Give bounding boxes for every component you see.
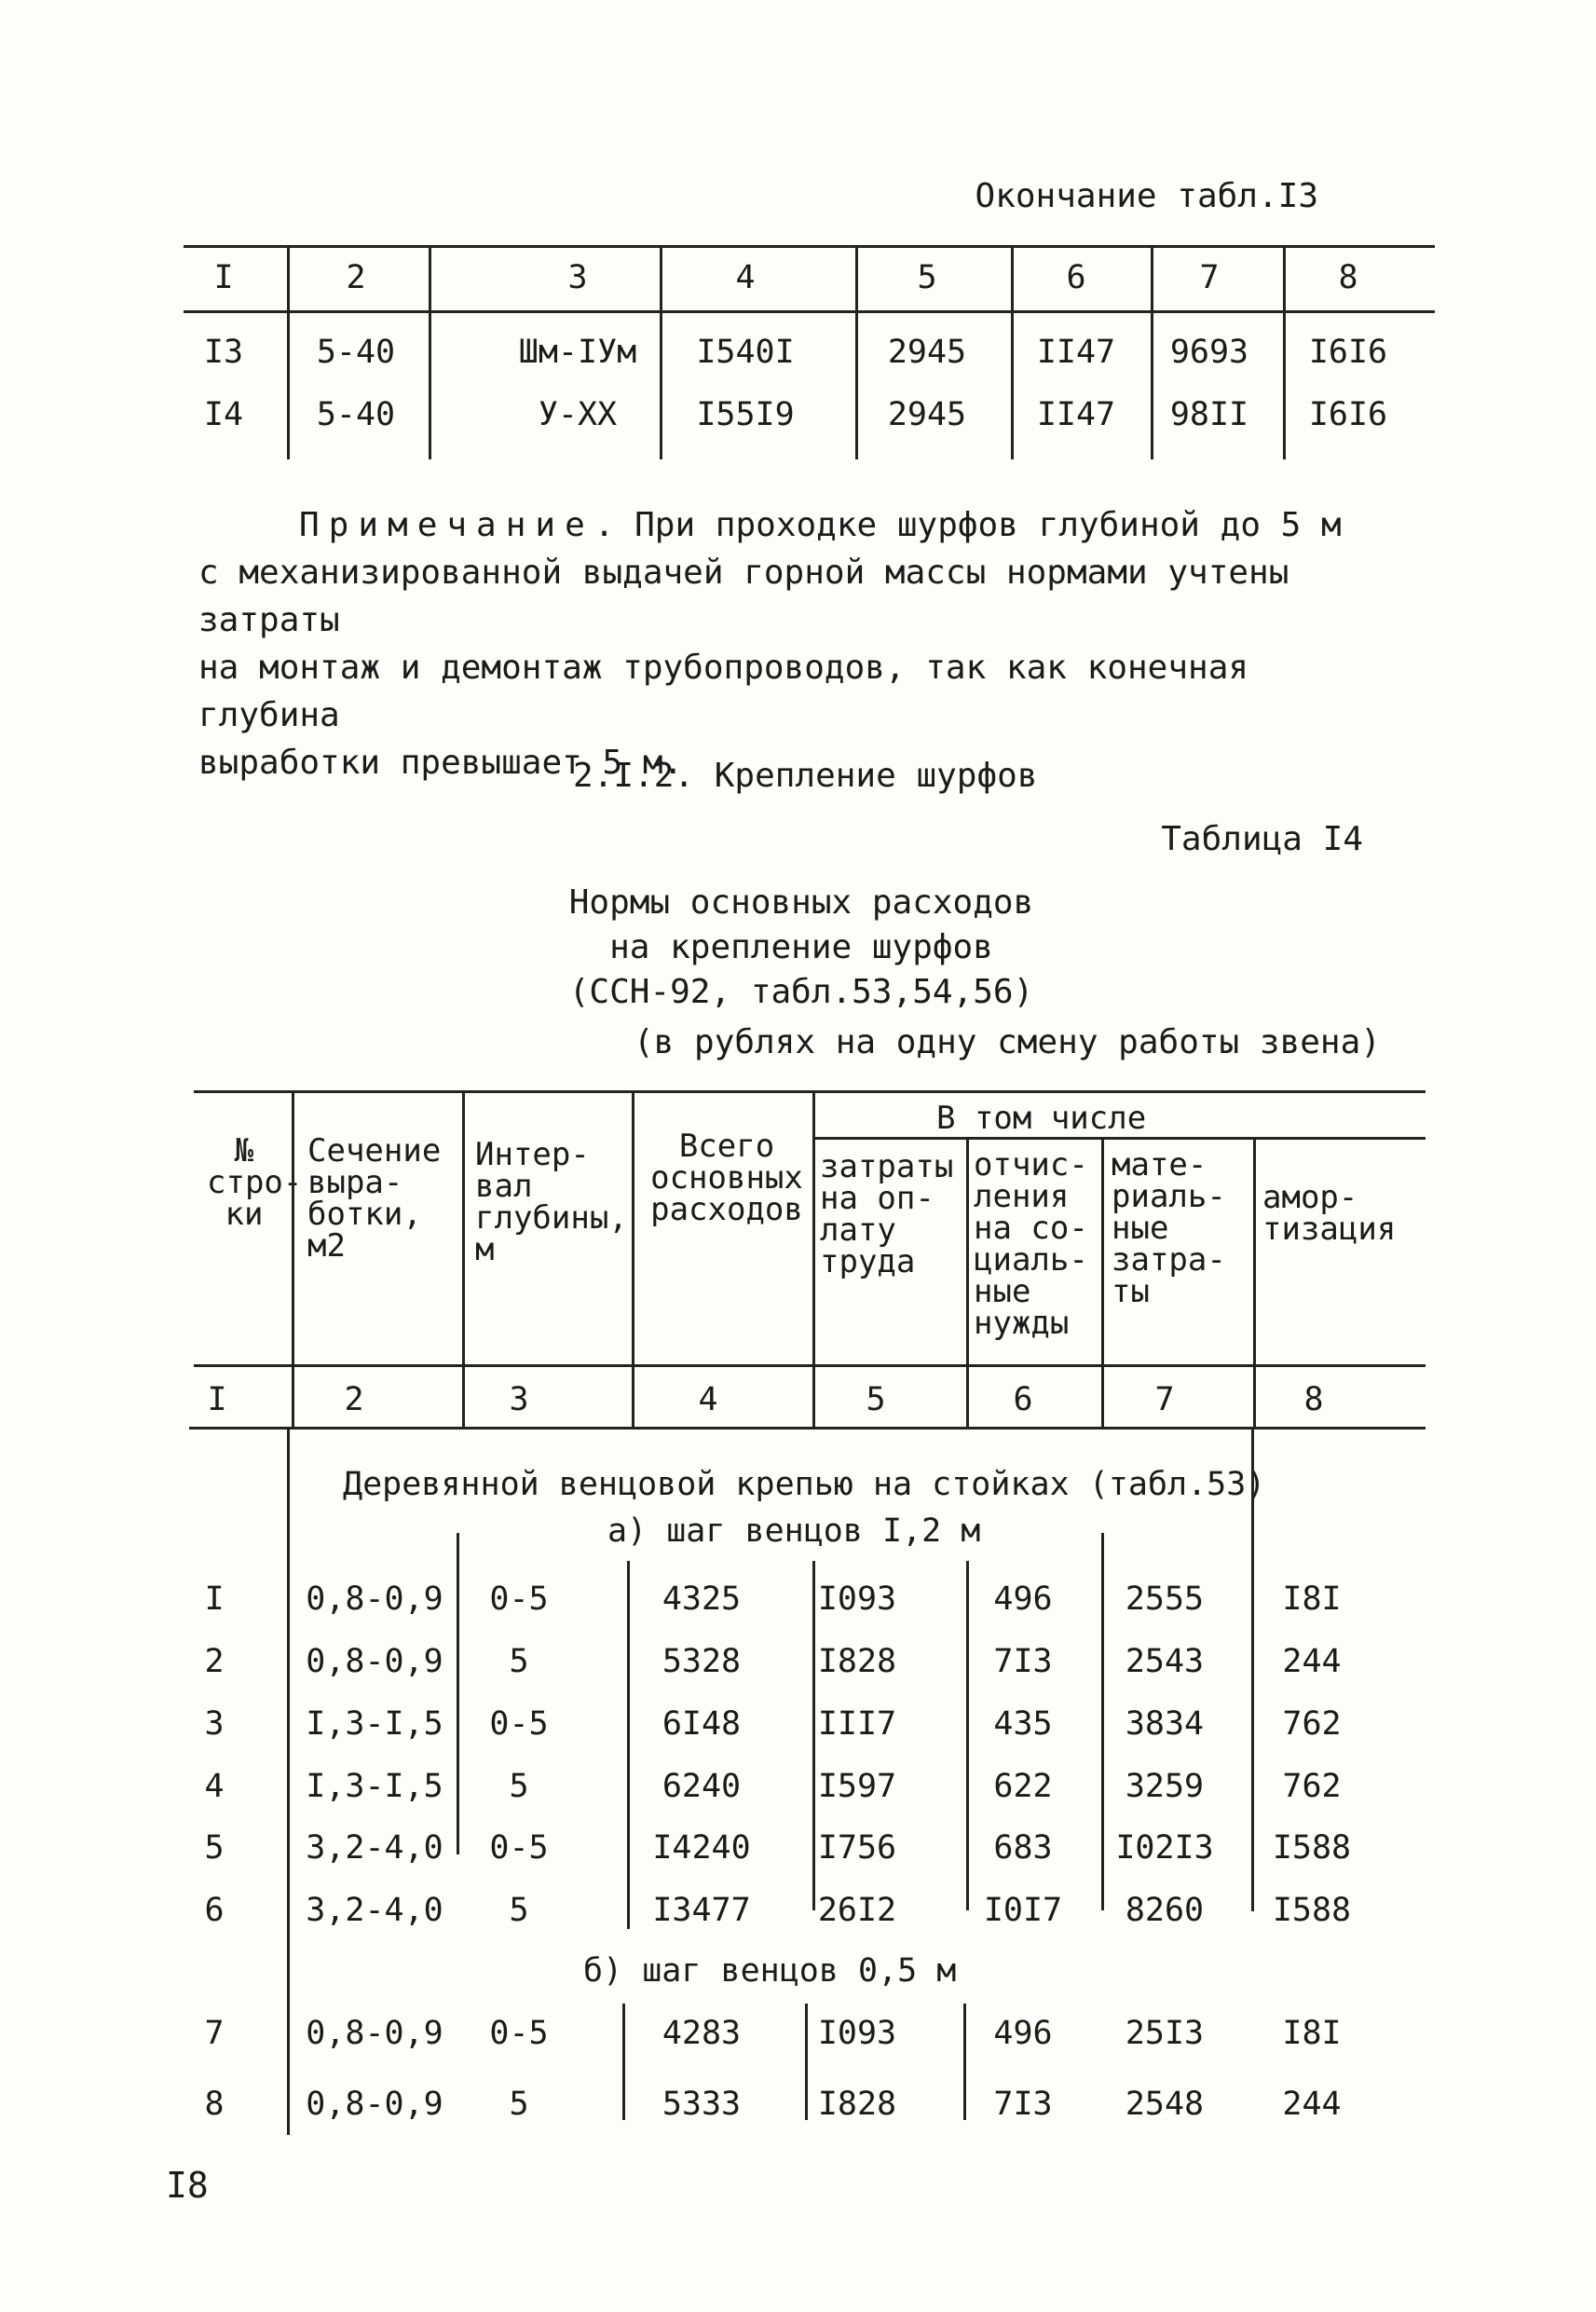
table-cell: I540I (696, 334, 795, 371)
table-cell: 2 (204, 1643, 225, 1680)
table-cell: 6 (204, 1892, 225, 1929)
table-cell: I8I (1282, 2015, 1342, 2052)
table-cell: 244 (1282, 2086, 1342, 2123)
table-cell: I55I9 (696, 396, 795, 433)
table-cell: 5 (509, 1892, 529, 1929)
table-cell: I756 (817, 1829, 897, 1867)
table-rule (194, 1090, 1425, 1093)
table14-section-heading: Деревянной венцовой крепью на стойках (табл.53) (343, 1466, 1266, 1503)
table-cell: I,3-I,5 (306, 1768, 443, 1805)
column-number: 7 (1154, 1381, 1175, 1418)
header-labor-cost: затраты на оп- лату труда (820, 1148, 954, 1280)
header-amortization: амор- тизация (1262, 1179, 1397, 1248)
table-rule (194, 1364, 1425, 1367)
table-cell: 5 (509, 2086, 529, 2123)
table-cell: 6240 (662, 1768, 742, 1805)
table-cell: 2543 (1125, 1643, 1205, 1680)
table-cell: I3477 (652, 1892, 751, 1929)
header-depth-interval: Интер- вал глубины, м (475, 1136, 628, 1268)
table-rule (812, 1137, 1425, 1140)
table-header-cell: 6 (1066, 259, 1086, 296)
table-cell: 5 (509, 1768, 529, 1805)
column-number: 4 (698, 1381, 718, 1418)
column-divider (632, 1090, 634, 1427)
table-cell: I828 (817, 2086, 897, 2123)
table14-units: (в рублях на одну смену работы звена) (634, 1023, 1381, 1061)
table-cell: 8260 (1125, 1892, 1205, 1929)
table-cell: 8 (204, 2086, 225, 2123)
table-cell: 26I2 (817, 1892, 897, 1929)
table-cell: 762 (1282, 1768, 1342, 1805)
table-cell: 3,2-4,0 (306, 1829, 443, 1867)
table-cell: 4 (204, 1768, 225, 1805)
table-cell: I588 (1272, 1892, 1352, 1929)
table14-title-line: на крепление шурфов (609, 928, 993, 966)
table-cell: 0,8-0,9 (306, 1580, 443, 1618)
header-material-cost: мате- риаль- ные затра- ты (1112, 1146, 1226, 1310)
table-cell: У-ХХ (538, 396, 618, 433)
table-cell: 3834 (1125, 1705, 1205, 1743)
table-header-cell: 4 (735, 259, 756, 296)
table-cell: 5 (509, 1643, 529, 1680)
column-divider (812, 1090, 815, 1427)
table14-subsection-a: а) шаг венцов I,2 м (607, 1512, 981, 1550)
column-number: 6 (1013, 1381, 1033, 1418)
table-cell: 762 (1282, 1705, 1342, 1743)
column-number: 3 (509, 1381, 529, 1418)
table-cell: 496 (993, 1580, 1053, 1618)
table-cell: 683 (993, 1829, 1053, 1867)
table-header-cell: 3 (567, 259, 588, 296)
table-cell: 5328 (662, 1643, 742, 1680)
table-cell: 5-40 (316, 334, 396, 371)
column-number: 2 (344, 1381, 364, 1418)
header-total: Всего основных расходов (650, 1128, 803, 1228)
table-cell: 98II (1169, 396, 1249, 433)
table14-title-line: Нормы основных расходов (568, 883, 1034, 922)
table-cell: I0I7 (983, 1892, 1063, 1929)
table-cell: 7I3 (993, 1643, 1053, 1680)
note-line: с механизированной выдачей горной массы нормами учтены затраты (198, 554, 1289, 639)
table-cell: I828 (817, 1643, 897, 1680)
table-header-cell: 5 (917, 259, 937, 296)
table-rule (189, 1427, 1425, 1430)
table-cell: 6I48 (662, 1705, 742, 1743)
header-row-number: № стро- ки (207, 1132, 303, 1233)
table-cell: 0,8-0,9 (306, 2015, 443, 2052)
table-cell: 5333 (662, 2086, 742, 2123)
note-label: Примечание (299, 506, 594, 544)
table-cell: 2548 (1125, 2086, 1205, 2123)
column-divider (462, 1090, 465, 1427)
table-cell: Шм-IУм (518, 334, 637, 371)
header-group: В том числе (936, 1100, 1147, 1137)
note-line: . При проходке шурфов глубиной до 5 м (593, 506, 1342, 544)
table13-caption: Окончание табл.I3 (975, 177, 1318, 215)
table-cell: 25I3 (1125, 2015, 1205, 2052)
table-cell: I093 (817, 2015, 897, 2052)
table-rule (184, 245, 1435, 248)
table-cell: I02I3 (1115, 1829, 1214, 1867)
table-cell: 4283 (662, 2015, 742, 2052)
table-cell: 7 (204, 2015, 225, 2052)
table-cell: III7 (817, 1705, 897, 1743)
table-cell: 5-40 (316, 396, 396, 433)
table14-label: Таблица I4 (1161, 820, 1363, 858)
table-cell: 3,2-4,0 (306, 1892, 443, 1929)
table-cell: 244 (1282, 1643, 1342, 1680)
table-cell: I4240 (652, 1829, 751, 1867)
table-cell: 3 (204, 1705, 225, 1743)
column-divider (1101, 1137, 1104, 1427)
table-cell: I3 (203, 334, 244, 371)
table-cell: 7I3 (993, 2086, 1053, 2123)
table-cell: I (204, 1580, 225, 1618)
table-cell: 3259 (1125, 1768, 1205, 1805)
table-cell: 4325 (662, 1580, 742, 1618)
note (198, 501, 1410, 787)
header-social-deductions: отчис- ления на со- циаль- ные нужды (974, 1146, 1088, 1342)
table-cell: 5 (204, 1829, 225, 1867)
column-divider (292, 1090, 294, 1427)
table-cell: I,3-I,5 (306, 1705, 443, 1743)
column-number: I (207, 1381, 227, 1418)
table-cell: 9693 (1169, 334, 1249, 371)
table14-title-line: (ССН-92, табл.53,54,56) (568, 973, 1034, 1011)
table-cell: II47 (1036, 334, 1116, 371)
table-header-cell: 7 (1199, 259, 1220, 296)
table-cell: 0,8-0,9 (306, 2086, 443, 2123)
table-cell: 622 (993, 1768, 1053, 1805)
table-cell: I093 (817, 1580, 897, 1618)
table-cell: 0-5 (489, 1705, 549, 1743)
column-divider (1253, 1137, 1256, 1427)
table14-subsection-b: б) шаг венцов 0,5 м (583, 1952, 957, 1990)
header-section: Сечение выра- ботки, м2 (307, 1132, 442, 1265)
table-cell: I6I6 (1308, 396, 1388, 433)
table-cell: I4 (203, 396, 244, 433)
table-cell: 2945 (887, 396, 967, 433)
table14-title (522, 881, 1081, 1015)
table-header-cell: I (213, 259, 234, 296)
table-cell: I588 (1272, 1829, 1352, 1867)
table-header-cell: 2 (346, 259, 366, 296)
table-rule (184, 310, 1435, 313)
table-cell: 496 (993, 2015, 1053, 2052)
column-number: 5 (866, 1381, 886, 1418)
table-cell: 0-5 (489, 1580, 549, 1618)
table-cell: 0-5 (489, 2015, 549, 2052)
table-cell: 0,8-0,9 (306, 1643, 443, 1680)
table-cell: 2555 (1125, 1580, 1205, 1618)
note-line: выработки превышает 5 м. (198, 744, 684, 782)
table-cell: I597 (817, 1768, 897, 1805)
column-number: 8 (1303, 1381, 1324, 1418)
table-cell: II47 (1036, 396, 1116, 433)
table-cell: I6I6 (1308, 334, 1388, 371)
table-cell: I8I (1282, 1580, 1342, 1618)
table-cell: 2945 (887, 334, 967, 371)
table-cell: 0-5 (489, 1829, 549, 1867)
page-number: I8 (166, 2165, 209, 2206)
table-header-cell: 8 (1338, 259, 1358, 296)
table-cell: 435 (993, 1705, 1053, 1743)
section-title: 2.I.2. Крепление шурфов (573, 757, 1038, 795)
note-line: на монтаж и демонтаж трубопроводов, так как конечная глубина (198, 649, 1249, 734)
